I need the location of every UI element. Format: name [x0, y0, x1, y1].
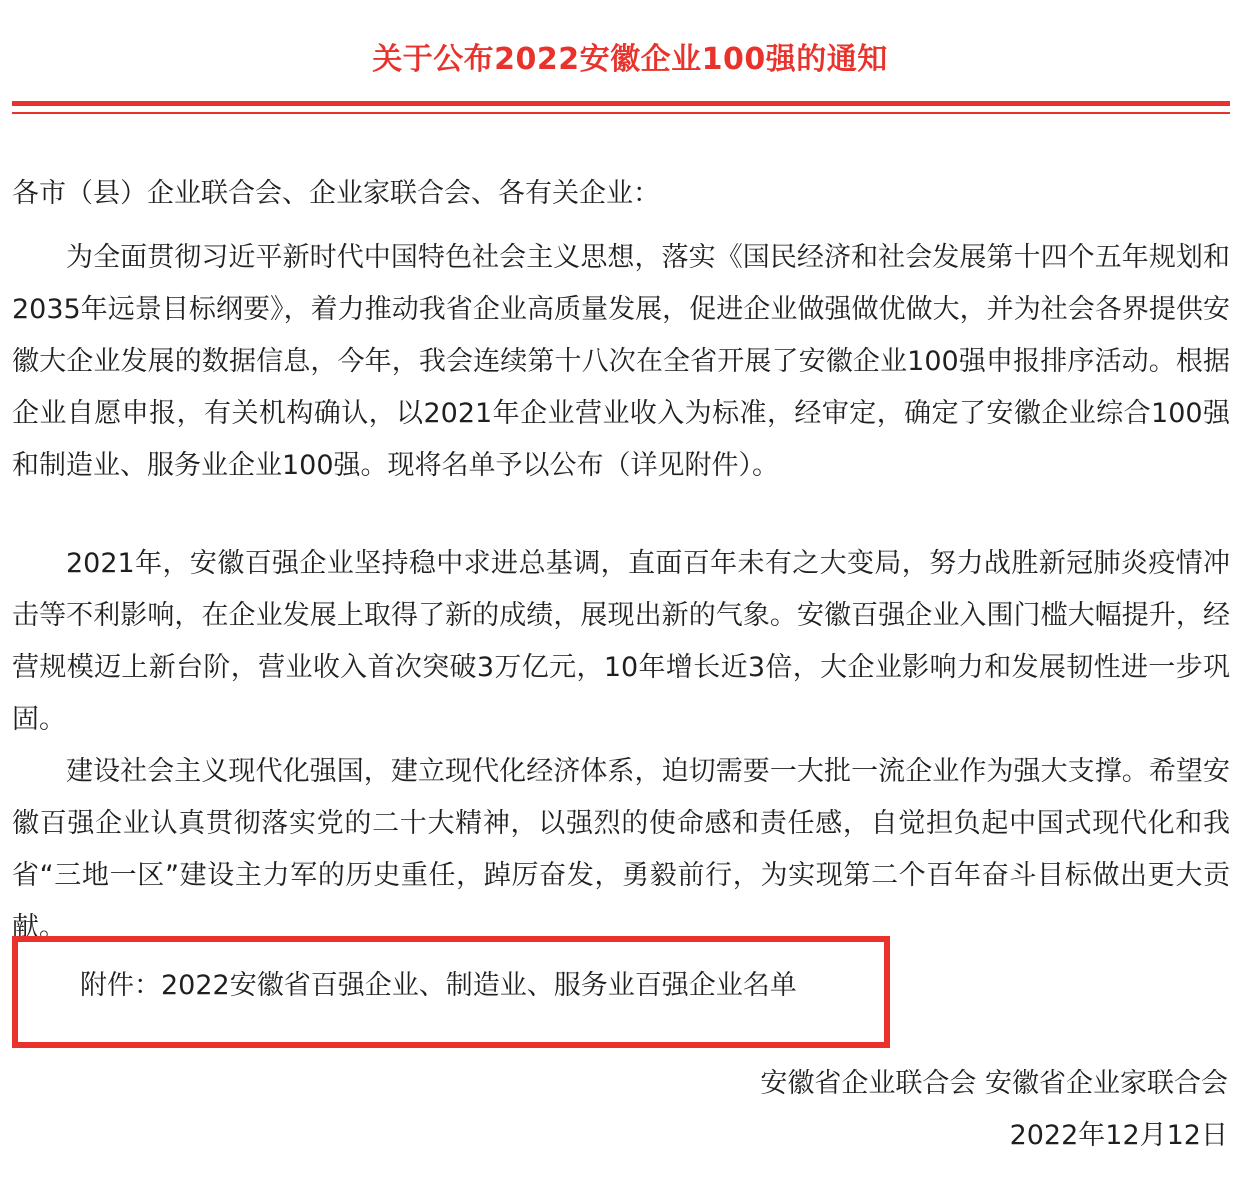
salutation: 各市（县）企业联合会、企业家联合会、各有关企业：	[12, 178, 660, 209]
attachment-link[interactable]: 附件：2022安徽省百强企业、制造业、服务业百强企业名单	[80, 970, 797, 1001]
title-divider-thin	[12, 112, 1230, 114]
paragraph-1: 为全面贯彻习近平新时代中国特色社会主义思想，落实《国民经济和社会发展第十四个五年规划和2035年远景目标纲要》，着力推动我省企业高质量发展，促进企业做强做优做大，并为社会各界提供安徽大企业发展的数据信息，今年，我会连续第十八次在全省开展了安徽企业100强申报排序活动。根据企业自愿申报，有关机构确认，以2021年企业营业收入为标准，经审定，确定了安徽企业综合100强和制造业、服务业企业100强。现将名单予以公布（详见附件）。	[12, 242, 1230, 481]
paragraph-2: 2021年，安徽百强企业坚持稳中求进总基调，直面百年未有之大变局，努力战胜新冠肺炎疫情冲击等不利影响，在企业发展上取得了新的成绩，展现出新的气象。安徽百强企业入围门槛大幅提升，经营规模迈上新台阶，营业收入首次突破3万亿元，10年增长近3倍，大企业影响力和发展韧性进一步巩固。	[12, 548, 1230, 735]
issuer-signature: 安徽省企业联合会 安徽省企业家联合会	[760, 1068, 1228, 1099]
document-title: 关于公布2022安徽企业100强的通知	[372, 42, 888, 77]
issue-date: 2022年12月12日	[1009, 1120, 1228, 1151]
paragraph-3: 建设社会主义现代化强国，建立现代化经济体系，迫切需要一大批一流企业作为强大支撑。希望安徽百强企业认真贯彻落实党的二十大精神，以强烈的使命感和责任感，自觉担负起中国式现代化和我省“三地一区”建设主力军的历史重任，踔厉奋发，勇毅前行，为实现第二个百年奋斗目标做出更大贡献。	[12, 756, 1230, 943]
attachment-highlight-box	[12, 936, 890, 1048]
title-divider-thick	[12, 101, 1230, 106]
